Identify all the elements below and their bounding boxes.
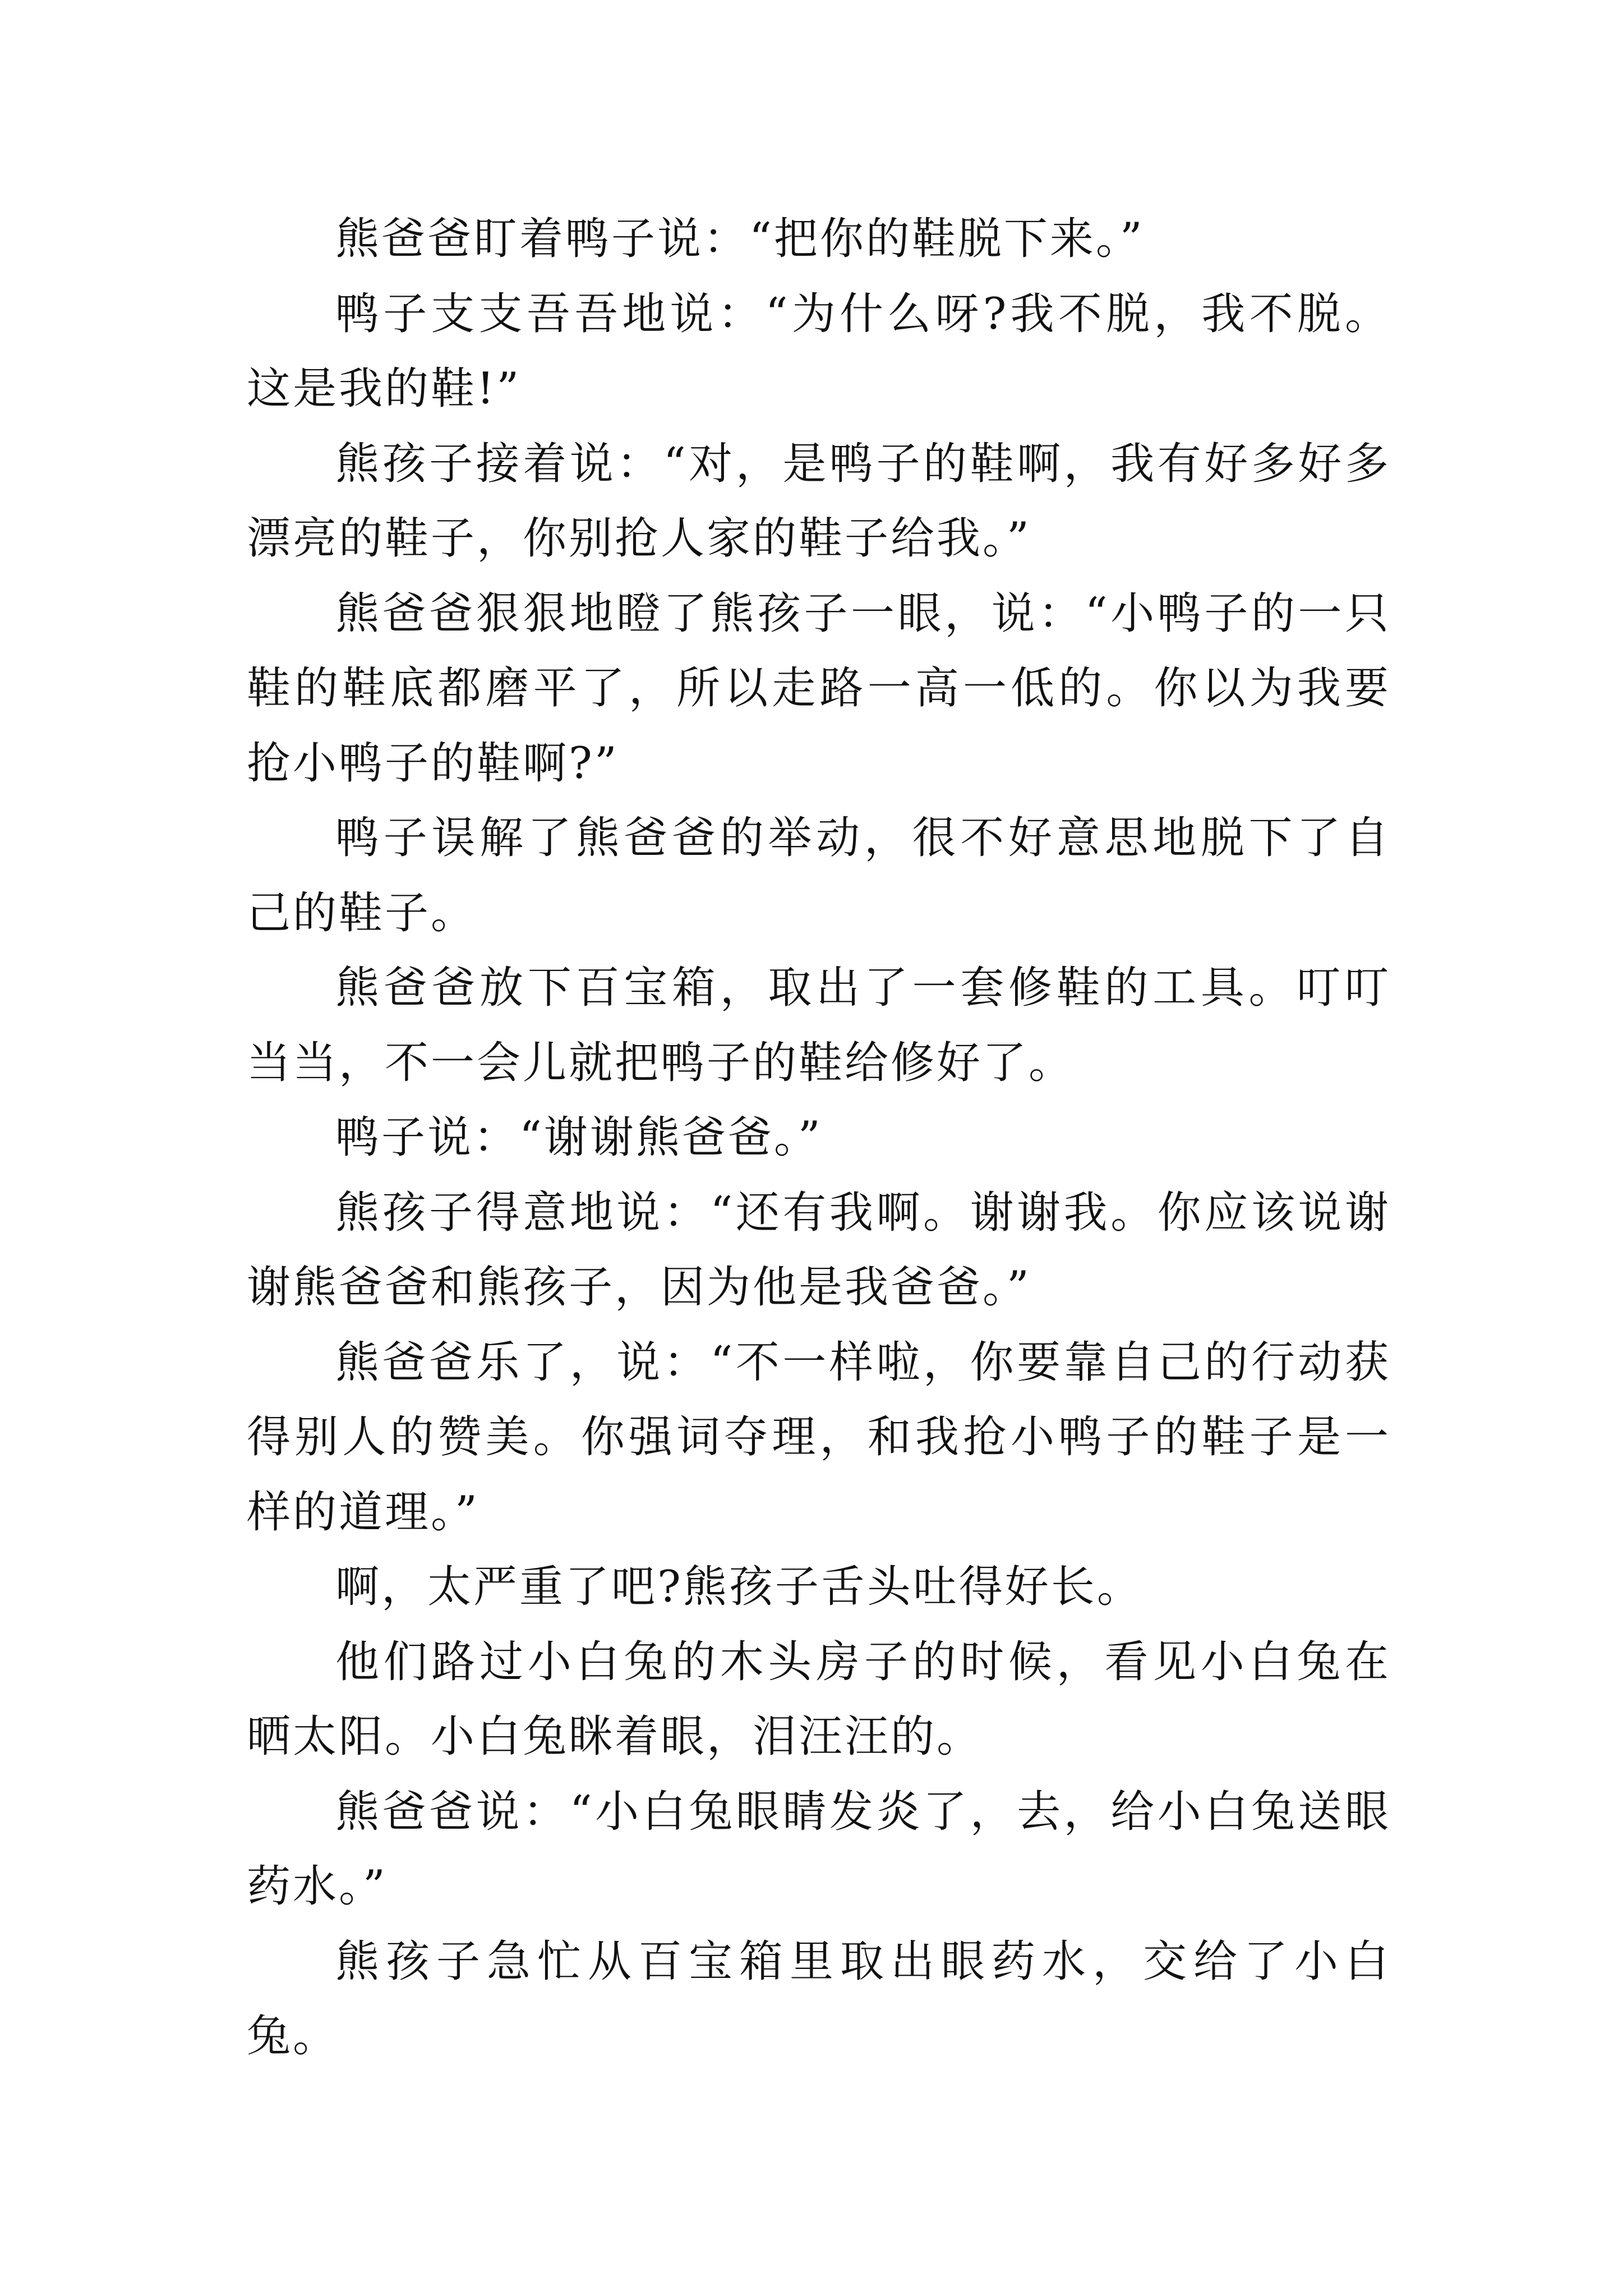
paragraph-13: 熊孩子急忙从百宝箱里取出眼药水，交给了小白兔。 [247,1936,1391,2062]
paragraph-11: 他们路过小白兔的木头房子的时候，看见小白兔在晒太阳。小白兔眯着眼，泪汪汪的。 [247,1636,1391,1762]
paragraph-9: 熊爸爸乐了，说：“不一样啦，你要靠自己的行动获得别人的赞美。你强词夺理，和我抢小鸭子的鞋子是一样的道理。” [247,1337,1391,1538]
paragraph-8: 熊孩子得意地说：“还有我啊。谢谢我。你应该说谢谢熊爸爸和熊孩子，因为他是我爸爸。” [247,1187,1391,1313]
story-text [247,202,1391,2074]
paragraph-12: 熊爸爸说：“小白兔眼睛发炎了，去，给小白兔送眼药水。” [247,1786,1391,1912]
paragraph-1: 熊爸爸盯着鸭子说：“把你的鞋脱下来。” [335,214,1145,264]
paragraph-4: 熊爸爸狠狠地瞪了熊孩子一眼，说：“小鸭子的一只鞋的鞋底都磨平了，所以走路一高一低的。你以为我要抢小鸭子的鞋啊?” [247,588,1391,789]
paragraph-2: 鸭子支支吾吾地说：“为什么呀?我不脱，我不脱。这是我的鞋!” [247,288,1391,414]
paragraph-7: 鸭子说：“谢谢熊爸爸。” [335,1112,823,1163]
paragraph-10: 啊，太严重了吧?熊孩子舌头吐得好长。 [335,1562,1143,1612]
paragraph-6: 熊爸爸放下百宝箱，取出了一套修鞋的工具。叮叮当当，不一会儿就把鸭子的鞋给修好了。 [247,963,1391,1088]
paragraph-3: 熊孩子接着说：“对，是鸭子的鞋啊，我有好多好多漂亮的鞋子，你别抢人家的鞋子给我。” [247,438,1391,564]
paragraph-5: 鸭子误解了熊爸爸的举动，很不好意思地脱下了自己的鞋子。 [247,813,1391,938]
